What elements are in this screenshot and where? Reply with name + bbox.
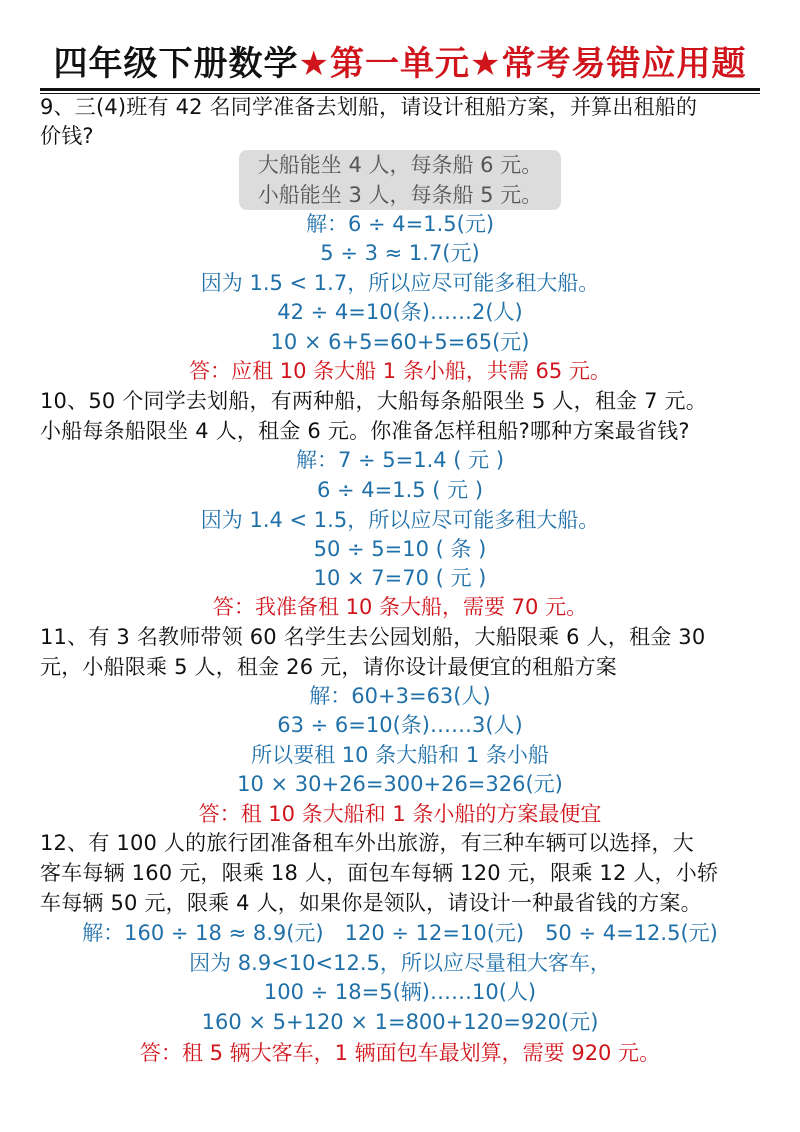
title-star-icon: ★ [470,44,502,84]
problem-9-solution-5: 10 × 6+5=60+5=65(元) [270,330,530,354]
problem-10-question-line-1: 10、50 个同学去划船，有两种船，大船每条船限坐 5 人，租金 7 元。 [40,389,707,413]
page-title [40,40,760,88]
problem-11-question-line-1: 11、有 3 名教师带领 60 名学生去公园划船，大船限乘 6 人，租金 30 [40,625,706,649]
problem-10-solution-3: 因为 1.4 < 1.5，所以应尽可能多租大船。 [200,508,600,532]
problem-12-solution-4: 160 × 5+120 × 1=800+120=920(元) [201,1010,599,1034]
problem-11-question-line-2: 元，小船限乘 5 人，租金 26 元，请你设计最便宜的租船方案 [40,655,617,679]
problem-9-question-line-2: 价钱? [40,124,94,148]
title-underline [40,88,760,91]
title-grade: 四年级下册数学 [53,44,299,84]
problem-9-solution-2: 5 ÷ 3 ≈ 1.7(元) [320,241,480,265]
problem-9-solution-3: 因为 1.5 < 1.7，所以应尽可能多租大船。 [200,271,600,295]
problem-11-solution-2: 63 ÷ 6=10(条)……3(人) [277,713,523,737]
problem-10-question-line-2: 小船每条船限坐 4 人，租金 6 元。你准备怎样租船?哪种方案最省钱? [40,419,690,443]
problem-11-answer: 答：租 10 条大船和 1 条小船的方案最便宜 [198,802,602,826]
problem-9-solution-4: 42 ÷ 4=10(条)……2(人) [277,300,523,324]
problem-12-solution-1: 解：160 ÷ 18 ≈ 8.9(元) 120 ÷ 12=10(元) 50 ÷ 4=12.5(元) [82,921,718,945]
problem-9-given-1: 大船能坐 4 人，每条船 6 元。 [257,153,543,177]
problem-9-given-2: 小船能坐 3 人，每条船 5 元。 [257,183,543,207]
problem-10-solution-1: 解：7 ÷ 5=1.4 ( 元 ) [295,448,505,472]
problem-11-solution-4: 10 × 30+26=300+26=326(元) [237,772,563,796]
problem-12-solution-2: 因为 8.9<10<12.5，所以应尽量租大客车， [189,951,611,975]
problem-10-solution-4: 50 ÷ 5=10 ( 条 ) [313,537,487,561]
problem-9-solution-1: 解：6 ÷ 4=1.5(元) [305,212,495,236]
problem-11-solution-1: 解：60+3=63(人) [309,684,491,708]
problem-9-answer: 答：应租 10 条大船 1 条小船，共需 65 元。 [189,359,611,383]
problem-10-solution-5: 10 × 7=70 ( 元 ) [313,566,487,590]
problem-11-solution-3: 所以要租 10 条大船和 1 条小船 [251,743,549,767]
problem-12-solution-3: 100 ÷ 18=5(辆)……10(人) [263,980,537,1004]
problem-12-answer: 答：租 5 辆大客车，1 辆面包车最划算，需要 920 元。 [139,1041,661,1065]
problem-12-question-line-3: 车每辆 50 元，限乘 4 人，如果你是领队，请设计一种最省钱的方案。 [40,891,702,915]
problem-10-answer: 答：我准备租 10 条大船，需要 70 元。 [212,595,588,619]
problem-12-question-line-1: 12、有 100 人的旅行团准备租车外出旅游，有三种车辆可以选择，大 [40,831,694,855]
problem-12-question-line-2: 客车每辆 160 元，限乘 18 人，面包车每辆 120 元，限乘 12 人，小轿 [40,861,719,885]
title-topic: 常考易错应用题 [501,44,747,84]
problem-10-solution-2: 6 ÷ 4=1.5 ( 元 ) [316,478,484,502]
title-star-icon: ★ [298,44,330,84]
title-unit: 第一单元 [330,44,470,84]
problem-9-question-line-1: 9、三(4)班有 42 名同学准备去划船，请设计租船方案，并算出租船的 [40,95,698,119]
